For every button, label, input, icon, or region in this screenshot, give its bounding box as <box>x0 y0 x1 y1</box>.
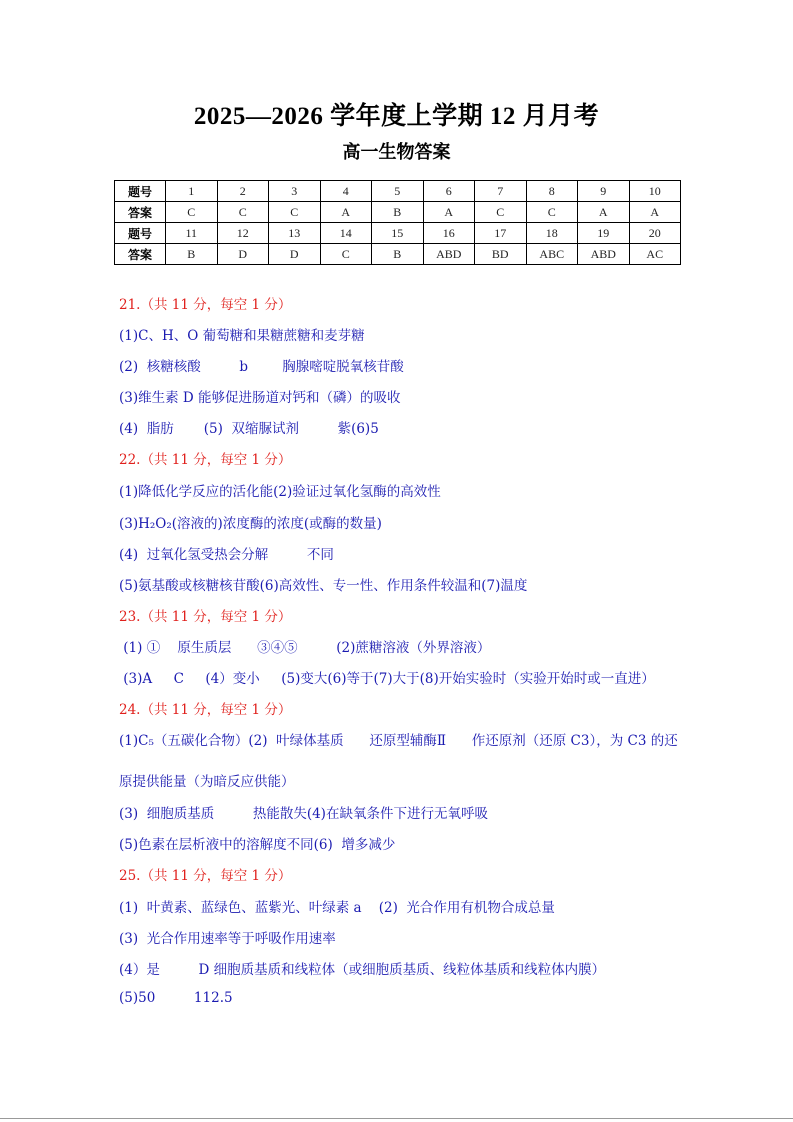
row-header: 答案 <box>115 202 166 223</box>
table-cell: 2 <box>217 181 269 202</box>
answer-line: (1)降低化学反应的活化能(2)验证过氧化氢酶的高效性 <box>119 484 441 500</box>
answer-line: (5)氨基酸或核糖核苷酸(6)高效性、专一性、作用条件较温和(7)温度 <box>119 578 528 594</box>
answer-line: (3) 光合作用速率等于呼吸作用速率 <box>119 931 336 947</box>
answer-line: (1)C₅（五碳化合物）(2) 叶绿体基质 还原型辅酶Ⅱ 作还原剂（还原 C3），为 C3 的还 <box>119 733 678 749</box>
table-cell: C <box>217 202 269 223</box>
page-bottom-rule <box>0 1118 793 1119</box>
table-cell: 16 <box>423 223 475 244</box>
answer-line: (1) ① 原生质层 ③④⑤ (2)蔗糖溶液（外界溶液） <box>119 640 491 656</box>
table-cell: 4 <box>320 181 372 202</box>
table-cell: 6 <box>423 181 475 202</box>
table-cell: 13 <box>269 223 321 244</box>
answer-line: (4) 过氧化氢受热会分解 不同 <box>119 547 334 563</box>
table-cell: 19 <box>578 223 630 244</box>
answer-line: (5)色素在层析液中的溶解度不同(6) 增多减少 <box>119 837 396 853</box>
table-cell: 1 <box>166 181 218 202</box>
table-cell: 3 <box>269 181 321 202</box>
table-row <box>115 202 681 223</box>
table-cell: 11 <box>166 223 218 244</box>
answer-line: (3)维生素 D 能够促进肠道对钙和（磷）的吸收 <box>119 390 401 406</box>
answer-line: 原提供能量（为暗反应供能） <box>119 774 295 790</box>
answer-line: (1)C、H、O 葡萄糖和果糖蔗糖和麦芽糖 <box>119 328 365 344</box>
answer-line: (4）是 D 细胞质基质和线粒体（或细胞质基质、线粒体基质和线粒体内膜） <box>119 962 606 978</box>
table-cell: A <box>423 202 475 223</box>
table-cell: C <box>475 202 527 223</box>
answer-line: (2) 核糖核酸 b 胸腺嘧啶脱氧核苷酸 <box>119 359 404 375</box>
answer-line: (4) 脂肪 (5) 双缩脲试剂 紫(6)5 <box>119 421 379 437</box>
answer-table <box>114 180 681 265</box>
table-cell: A <box>629 202 681 223</box>
table-cell: D <box>269 244 321 265</box>
table-row <box>115 244 681 265</box>
row-header: 题号 <box>115 181 166 202</box>
answer-line: (3) 细胞质基质 热能散失(4)在缺氧条件下进行无氧呼吸 <box>119 806 488 822</box>
table-row <box>115 181 681 202</box>
table-cell: 7 <box>475 181 527 202</box>
table-cell: 10 <box>629 181 681 202</box>
table-cell: C <box>320 244 372 265</box>
table-cell: C <box>166 202 218 223</box>
table-cell: B <box>166 244 218 265</box>
table-cell: ABD <box>578 244 630 265</box>
table-cell: ABC <box>526 244 578 265</box>
table-cell: A <box>320 202 372 223</box>
table-cell: 5 <box>372 181 424 202</box>
table-cell: A <box>578 202 630 223</box>
answer-line: (1) 叶黄素、蓝绿色、蓝紫光、叶绿素 a (2) 光合作用有机物合成总量 <box>119 900 555 916</box>
row-header: 题号 <box>115 223 166 244</box>
table-cell: 8 <box>526 181 578 202</box>
answer-line: (3)A C (4）变小 (5)变大(6)等于(7)大于(8)开始实验时（实验开始时或一直进） <box>119 671 655 687</box>
page-title: 2025—2026 学年度上学期 12 月月考 <box>193 103 600 130</box>
table-cell: B <box>372 244 424 265</box>
table-cell: ABD <box>423 244 475 265</box>
table-cell: 20 <box>629 223 681 244</box>
table-cell: AC <box>629 244 681 265</box>
table-cell: 15 <box>372 223 424 244</box>
table-cell: 14 <box>320 223 372 244</box>
table-cell: C <box>526 202 578 223</box>
table-row <box>115 223 681 244</box>
table-cell: D <box>217 244 269 265</box>
section-heading: 21.（共 11 分，每空 1 分） <box>119 297 292 313</box>
section-heading: 25.（共 11 分，每空 1 分） <box>119 868 292 884</box>
section-heading: 23.（共 11 分，每空 1 分） <box>119 609 292 625</box>
table-cell: C <box>269 202 321 223</box>
answer-line: (5)50 112.5 <box>119 990 233 1006</box>
table-cell: 12 <box>217 223 269 244</box>
row-header: 答案 <box>115 244 166 265</box>
page-subtitle: 高一生物答案 <box>342 142 451 163</box>
table-cell: B <box>372 202 424 223</box>
table-cell: 17 <box>475 223 527 244</box>
table-cell: 9 <box>578 181 630 202</box>
answer-line: (3)H₂O₂(溶液的)浓度酶的浓度(或酶的数量) <box>119 516 382 532</box>
section-heading: 22.（共 11 分，每空 1 分） <box>119 452 292 468</box>
table-cell: 18 <box>526 223 578 244</box>
section-heading: 24.（共 11 分，每空 1 分） <box>119 702 292 718</box>
table-cell: BD <box>475 244 527 265</box>
